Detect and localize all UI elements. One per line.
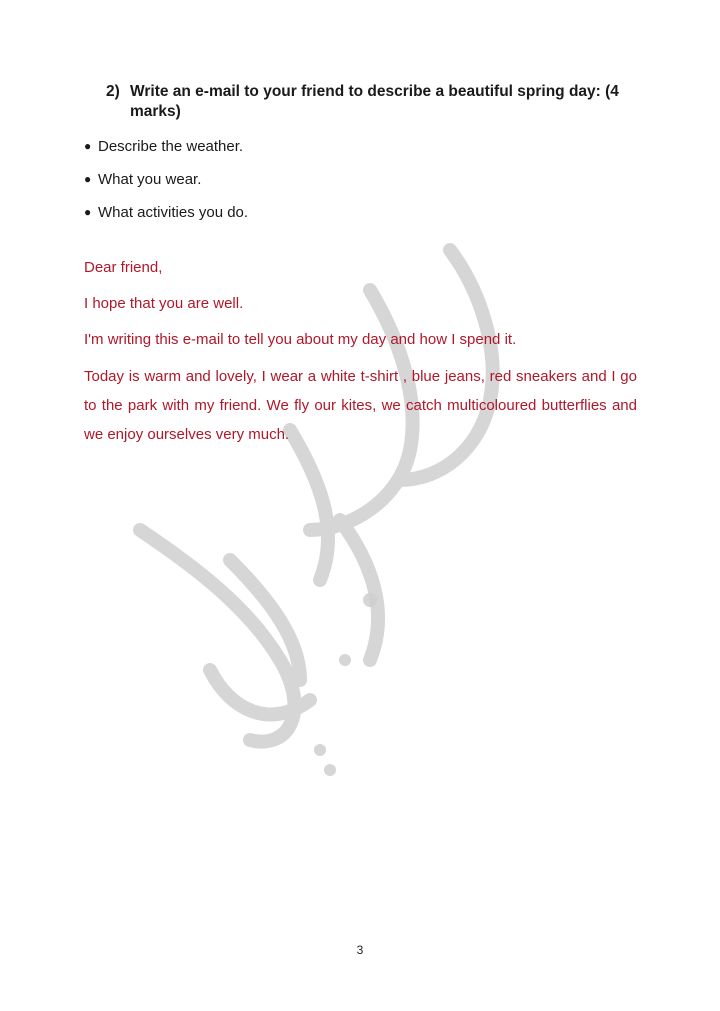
list-item: [84, 137, 248, 170]
question-number: 2): [106, 83, 120, 100]
email-paragraph: Today is warm and lovely, I wear a white t-shirt , blue jeans, red sneakers and I go to the park with my friend. We fly our kites, we catch multicoloured butterflies and we enjoy ourselves very much.: [84, 368, 637, 443]
email-line: I'm writing this e-mail to tell you about my day and how I spend it.: [84, 331, 517, 348]
instruction-list: [84, 137, 248, 236]
bullet-text: Describe the weather.: [98, 138, 244, 155]
bullet-text: What activities you do.: [98, 204, 249, 221]
question-heading: [106, 82, 626, 122]
bullet-icon: ●: [84, 139, 92, 153]
bullet-icon: ●: [84, 205, 92, 219]
bullet-text: What you wear.: [98, 171, 202, 188]
list-item: [84, 203, 248, 236]
email-line: I hope that you are well.: [84, 295, 244, 312]
email-greeting: Dear friend,: [84, 259, 163, 276]
question-text: Write an e-mail to your friend to describe a beautiful spring day: (4 marks): [130, 83, 619, 120]
list-item: [84, 170, 248, 203]
page-number: 3: [356, 943, 364, 957]
bullet-icon: ●: [84, 172, 92, 186]
email-answer: [84, 258, 637, 449]
